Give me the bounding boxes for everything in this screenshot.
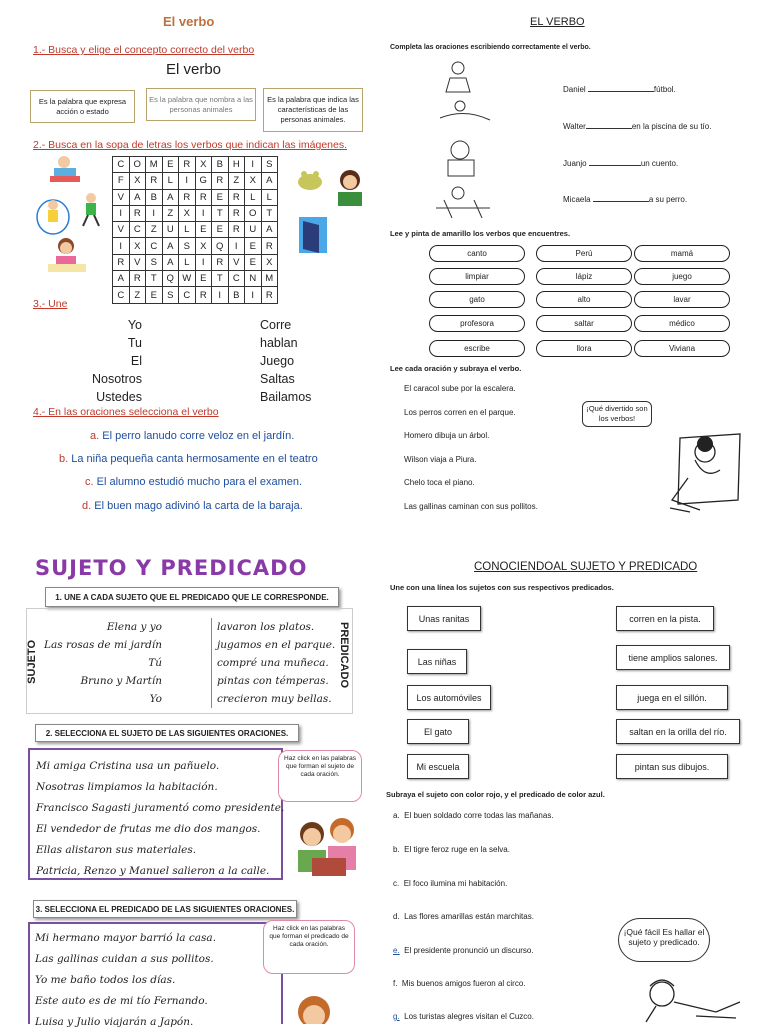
concept-box-3[interactable]: Es la palabra que indica las características de las personas animales. — [263, 88, 363, 132]
grid-cell[interactable]: X — [179, 205, 196, 221]
sentence[interactable]: Homero dibuja un árbol. — [404, 431, 490, 440]
item-text[interactable]: El perro lanudo corre veloz en el jardín. — [102, 430, 295, 442]
fill-line-2[interactable] — [563, 122, 711, 131]
grid-cell[interactable]: R — [113, 254, 130, 270]
hint-bubble-1: Haz click en las palabras que forman el sujeto de cada oración. — [278, 750, 362, 802]
grid-cell[interactable]: S — [146, 254, 163, 270]
item-text[interactable]: La niña pequeña canta hermosamente en el teatro — [71, 453, 318, 465]
hint-bubble-2: Haz click en las palabras que forman el predicado de cada oración. — [263, 920, 355, 974]
item-letter: a. — [393, 811, 400, 820]
sentence[interactable]: El caracol sube por la escalera. — [404, 384, 516, 393]
word-search-grid — [112, 156, 278, 304]
run-image — [78, 192, 104, 228]
grid-cell[interactable]: B — [212, 157, 229, 173]
rb-item-c[interactable] — [393, 879, 507, 888]
grid-cell[interactable]: X — [195, 238, 212, 254]
sentence[interactable]: Las gallinas caminan con sus pollitos. — [404, 501, 538, 511]
item-letter: d. — [393, 912, 400, 921]
item-text[interactable]: Mis buenos amigos fueron al circo. — [401, 979, 526, 988]
sujeto-box[interactable]: Las niñas — [407, 649, 467, 674]
sujeto-box[interactable]: Los automóviles — [407, 685, 491, 710]
grid-cell[interactable]: V — [113, 189, 130, 205]
kids-reading-book-image — [284, 810, 364, 884]
s4-item-a[interactable] — [90, 430, 294, 442]
grid-cell[interactable]: I — [113, 238, 130, 254]
fill-rest: a su perro. — [648, 195, 688, 204]
une-right-item[interactable]: Corre — [260, 318, 292, 332]
grid-cell[interactable]: R — [228, 222, 245, 238]
rb-item-b[interactable] — [393, 845, 510, 854]
sujeto-box[interactable]: Mi escuela — [407, 754, 469, 779]
concept-heading: El verbo — [166, 61, 222, 78]
grid-cell[interactable]: L — [162, 173, 179, 189]
grid-cell[interactable]: R — [195, 287, 212, 303]
grid-cell[interactable]: R — [129, 205, 146, 221]
grid-cell[interactable]: A — [129, 189, 146, 205]
grid-cell[interactable]: X — [129, 238, 146, 254]
grid-cell[interactable]: C — [179, 287, 196, 303]
sentence[interactable]: Luisa y Julio viajarán a Japón. — [35, 1016, 194, 1028]
match-divider — [211, 618, 212, 708]
right-instruction-1: Completa las oraciones escribiendo correctamente el verbo. — [390, 44, 591, 51]
rb-item-a[interactable] — [393, 811, 554, 820]
grid-cell[interactable]: I — [245, 287, 262, 303]
item-letter: f. — [393, 979, 398, 988]
sentence[interactable]: Patricia, Renzo y Manuel salieron a la calle. — [36, 865, 270, 877]
s1-title: 1.- Busca y elige el concepto correcto del verbo — [33, 44, 255, 56]
grid-cell[interactable]: R — [261, 238, 278, 254]
sujeto-item[interactable]: Tú — [148, 657, 162, 669]
rb-item-d[interactable] — [393, 912, 534, 921]
grid-cell[interactable]: X — [195, 157, 212, 173]
word-oval[interactable]: Viviana — [634, 340, 730, 357]
predicado-box[interactable]: saltan en la orilla del río. — [616, 719, 740, 744]
sentence[interactable]: Wilson viaja a Piura. — [404, 454, 477, 464]
grid-cell[interactable]: Z — [162, 205, 179, 221]
blank-line[interactable] — [588, 91, 654, 92]
item-letter: b. — [393, 845, 400, 854]
grid-cell[interactable]: A — [261, 222, 278, 238]
grid-cell[interactable]: X — [129, 173, 146, 189]
grid-cell[interactable]: A — [261, 173, 278, 189]
grid-cell[interactable]: R — [212, 173, 229, 189]
item-text[interactable]: El foco ilumina mi habitación. — [403, 879, 508, 888]
s4-item-c[interactable] — [85, 476, 302, 488]
word-oval[interactable]: escribe — [429, 340, 525, 357]
fill-line-1[interactable] — [563, 85, 676, 94]
blank-line[interactable] — [589, 165, 641, 166]
frog-image — [296, 168, 324, 192]
grid-cell[interactable]: Z — [129, 287, 146, 303]
predicado-box[interactable]: tiene amplios salones. — [616, 645, 730, 670]
fill-line-3[interactable] — [563, 159, 678, 168]
grid-cell[interactable]: L — [261, 189, 278, 205]
grid-cell[interactable]: T — [212, 271, 229, 287]
banner-1: 1. UNE A CADA SUJETO QUE EL PREDICADO QUE LE CORRESPONDE. — [45, 587, 339, 607]
rb-item-f[interactable] — [393, 979, 526, 988]
grid-cell[interactable]: A — [113, 271, 130, 287]
grid-cell[interactable]: I — [245, 157, 262, 173]
item-text[interactable]: El buen mago adivinó la carta de la baraja. — [94, 500, 303, 512]
item-letter: b. — [59, 453, 69, 465]
rb-instruction-2: Subraya el sujeto con color rojo, y el predicado de color azul. — [386, 790, 605, 799]
une-right-item[interactable]: Saltas — [260, 372, 295, 386]
item-letter: d. — [82, 500, 92, 512]
fill-rest: un cuento. — [640, 159, 679, 168]
grid-cell[interactable]: U — [245, 222, 262, 238]
grid-cell[interactable]: L — [179, 222, 196, 238]
grid-cell[interactable]: C — [228, 271, 245, 287]
fill-subject: Daniel — [563, 85, 586, 94]
kids-reading-image — [44, 154, 86, 184]
grid-cell[interactable]: G — [195, 173, 212, 189]
grid-cell[interactable]: E — [245, 238, 262, 254]
concept-box-1[interactable]: Es la palabra que expresa acción o estado — [30, 90, 135, 123]
sentence[interactable]: Mi hermano mayor barrió la casa. — [35, 932, 217, 944]
grid-cell[interactable]: R — [195, 189, 212, 205]
item-letter: c. — [393, 879, 400, 888]
sujeto-item[interactable]: Las rosas de mi jardín — [44, 639, 162, 651]
grid-cell[interactable]: R — [212, 254, 229, 270]
word-oval[interactable]: alto — [536, 291, 632, 308]
grid-cell[interactable]: A — [162, 238, 179, 254]
item-letter: c. — [85, 476, 94, 488]
grid-cell[interactable]: V — [113, 222, 130, 238]
grid-cell[interactable]: M — [146, 157, 163, 173]
grid-cell[interactable]: C — [113, 287, 130, 303]
item-letter: g. — [393, 1012, 400, 1021]
une-right-item[interactable]: hablan — [260, 336, 298, 350]
predicado-box[interactable]: pintan sus dibujos. — [616, 754, 728, 779]
grid-cell[interactable]: S — [179, 238, 196, 254]
sujeto-box[interactable]: Unas ranitas — [407, 606, 481, 631]
sentence[interactable]: Chelo toca el piano. — [404, 478, 475, 487]
predicado-item[interactable]: compré una muñeca. — [217, 657, 329, 669]
une-left-item[interactable]: Nosotros — [91, 372, 142, 386]
predicado-side-label: PREDICADO — [338, 622, 350, 689]
grid-cell[interactable]: B — [228, 287, 245, 303]
grid-cell[interactable]: Z — [146, 222, 163, 238]
grid-cell[interactable]: E — [195, 271, 212, 287]
s4-title: 4.- En las oraciones selecciona el verbo — [33, 406, 219, 418]
item-letter: a. — [90, 430, 100, 442]
grid-cell[interactable]: I — [113, 205, 130, 221]
sujeto-predicado-title: SUJETO Y PREDICADO — [35, 556, 308, 580]
item-text[interactable]: Las flores amarillas están marchitas. — [404, 912, 534, 921]
rb-item-e[interactable] — [393, 946, 534, 955]
word-oval[interactable]: médico — [634, 315, 730, 332]
item-text[interactable]: El alumno estudió mucho para el examen. — [96, 476, 303, 488]
sujeto-item[interactable]: Yo — [149, 693, 162, 705]
s2-sentences — [36, 756, 284, 882]
item-text[interactable]: El presidente pronunció un discurso. — [404, 946, 534, 955]
predicado-item[interactable]: pintas con témperas. — [217, 675, 329, 687]
grid-cell[interactable]: H — [228, 157, 245, 173]
grid-cell[interactable]: E — [212, 222, 229, 238]
grid-cell[interactable]: Z — [228, 173, 245, 189]
word-oval[interactable]: lavar — [634, 291, 730, 308]
word-oval[interactable]: saltar — [536, 315, 632, 332]
verbo-title: El verbo — [163, 14, 215, 29]
door-image — [297, 215, 329, 255]
word-oval[interactable]: lápiz — [536, 268, 632, 285]
grid-cell[interactable]: R — [228, 205, 245, 221]
une-left-column — [60, 316, 142, 406]
sentence[interactable]: Nosotras limpiamos la habitación. — [36, 781, 218, 793]
grid-cell[interactable]: R — [179, 157, 196, 173]
grid-cell[interactable]: E — [245, 254, 262, 270]
grid-cell[interactable]: X — [261, 254, 278, 270]
grid-cell[interactable]: W — [179, 271, 196, 287]
boy-sketch-image — [636, 972, 746, 1024]
grid-cell[interactable]: M — [261, 271, 278, 287]
s4-item-b[interactable] — [59, 453, 318, 465]
sentence[interactable]: Las gallinas cuidan a sus pollitos. — [35, 953, 214, 965]
girl-image — [288, 990, 340, 1024]
word-oval[interactable]: Perú — [536, 245, 632, 262]
grid-cell[interactable]: T — [261, 205, 278, 221]
grid-cell[interactable]: V — [228, 254, 245, 270]
fill-line-4[interactable] — [563, 195, 687, 204]
predicado-box[interactable]: juega en el sillón. — [616, 685, 728, 710]
grid-cell[interactable]: O — [129, 157, 146, 173]
grid-cell[interactable]: O — [245, 205, 262, 221]
item-text[interactable]: El tigre feroz ruge en la selva. — [404, 845, 510, 854]
sentence[interactable]: Este auto es de mi tío Fernando. — [35, 995, 208, 1007]
une-right-item[interactable]: Juego — [260, 354, 295, 368]
grid-cell[interactable]: R — [146, 173, 163, 189]
banner-3: 3. SELECCIONA EL PREDICADO DE LAS SIGUIENTES ORACIONES. — [33, 900, 297, 918]
grid-cell[interactable]: I — [179, 173, 196, 189]
grid-cell[interactable]: V — [129, 254, 146, 270]
grid-cell[interactable]: A — [162, 189, 179, 205]
grid-cell[interactable]: A — [162, 254, 179, 270]
s3-sentences — [35, 928, 216, 1033]
grid-cell[interactable]: R — [228, 189, 245, 205]
concept-box-2[interactable]: Es la palabra que nombra a las personas animales — [146, 88, 256, 121]
right-instruction-2: Lee y pinta de amarillo los verbos que encuentres. — [390, 229, 571, 238]
s3-title: 3.- Une — [33, 298, 68, 310]
grid-cell[interactable]: U — [162, 222, 179, 238]
une-left-item[interactable]: Tu — [127, 336, 142, 350]
sujeto-item[interactable]: Bruno y Martín — [80, 675, 162, 687]
blank-line[interactable] — [593, 201, 649, 202]
jump-rope-image — [34, 195, 72, 235]
speech-bubble-facil: ¡Qué fácil Es hallar el sujeto y predicado. — [618, 918, 710, 962]
grid-cell[interactable]: L — [245, 189, 262, 205]
word-oval[interactable]: canto — [429, 245, 525, 262]
grid-cell[interactable]: I — [212, 287, 229, 303]
speech-bubble-verbos: ¡Qué divertido son los verbos! — [582, 401, 652, 427]
grid-cell[interactable]: B — [146, 189, 163, 205]
item-letter: e. — [393, 946, 400, 955]
word-oval[interactable]: gato — [429, 291, 525, 308]
predicado-item[interactable]: lavaron los platos. — [217, 621, 315, 633]
grid-cell[interactable]: S — [261, 157, 278, 173]
grid-cell[interactable]: S — [162, 287, 179, 303]
sentence[interactable]: Yo me baño todos los días. — [35, 974, 176, 986]
grid-cell[interactable]: R — [261, 287, 278, 303]
grid-cell[interactable]: T — [146, 271, 163, 287]
fill-subject: Micaela — [563, 195, 591, 204]
rb-item-g[interactable] — [393, 1012, 534, 1021]
sentence[interactable]: El vendedor de frutas me dio dos mangos. — [36, 823, 261, 835]
grid-cell[interactable]: X — [245, 173, 262, 189]
s2-title: 2.- Busca en la sopa de letras los verbos que indican las imágenes. — [33, 139, 348, 151]
grid-cell[interactable]: N — [245, 271, 262, 287]
sentence[interactable]: Ellas alistaron sus materiales. — [36, 844, 197, 856]
grid-cell[interactable]: C — [146, 238, 163, 254]
verb-sentences — [404, 377, 538, 518]
boy-drawing-image — [660, 430, 744, 516]
fill-subject: Juanjo — [563, 159, 587, 168]
grid-cell[interactable]: E — [162, 157, 179, 173]
s4-item-d[interactable] — [82, 500, 303, 512]
item-text[interactable]: Los turistas alegres visitan el Cuzco. — [404, 1012, 534, 1021]
sujeto-box[interactable]: El gato — [407, 719, 469, 744]
grid-cell[interactable]: F — [113, 173, 130, 189]
banner-2: 2. SELECCIONA EL SUJETO DE LAS SIGUIENTES ORACIONES. — [35, 724, 299, 742]
sentence[interactable]: Mi amiga Cristina usa un pañuelo. — [36, 760, 220, 772]
une-left-item[interactable]: Ustedes — [96, 390, 142, 404]
une-left-item[interactable]: Yo — [127, 318, 142, 332]
item-text[interactable]: El buen soldado corre todas las mañanas. — [404, 811, 554, 820]
une-left-item[interactable]: El — [130, 354, 142, 368]
predicado-box[interactable]: corren en la pista. — [616, 606, 714, 631]
predicado-item[interactable]: jugamos en el parque. — [217, 639, 336, 651]
une-right-item[interactable]: Bailamos — [260, 390, 312, 404]
rb-instruction-1: Une con una línea los sujetos con sus respectivos predicados. — [390, 583, 614, 592]
word-oval[interactable]: profesora — [429, 315, 525, 332]
sujetos-column — [40, 618, 162, 708]
grid-cell[interactable]: Q — [212, 238, 229, 254]
right-instruction-3: Lee cada oración y subraya el verbo. — [390, 364, 522, 373]
girl-writing-image — [44, 236, 90, 276]
sujeto-item[interactable]: Elena y yo — [106, 621, 162, 633]
grid-cell[interactable]: Q — [162, 271, 179, 287]
grid-cell[interactable]: E — [212, 189, 229, 205]
grid-cell[interactable]: L — [179, 254, 196, 270]
grid-cell[interactable]: I — [195, 254, 212, 270]
grid-cell[interactable]: I — [146, 205, 163, 221]
fill-rest: fútbol. — [653, 85, 676, 94]
grid-cell[interactable]: I — [195, 205, 212, 221]
grid-cell[interactable]: R — [179, 189, 196, 205]
predicado-item[interactable]: crecieron muy bellas. — [217, 693, 332, 705]
conociendo-title: CONOCIENDOAL SUJETO Y PREDICADO — [474, 561, 698, 573]
sentence[interactable]: Francisco Sagasti juramentó como presidente. — [36, 802, 285, 814]
word-oval[interactable]: limpiar — [429, 268, 525, 285]
fill-rest: en la piscina de su tío. — [631, 122, 712, 131]
word-oval[interactable]: juego — [634, 268, 730, 285]
right-verbo-title: EL VERBO — [530, 16, 585, 28]
predicados-column — [217, 618, 335, 708]
sketch-images — [430, 58, 500, 223]
sujeto-side-label: SUJETO — [26, 640, 38, 684]
une-right-column — [260, 316, 311, 406]
word-oval[interactable]: llora — [536, 340, 632, 357]
grid-cell[interactable]: R — [129, 271, 146, 287]
grid-cell[interactable]: E — [195, 222, 212, 238]
grid-cell[interactable]: C — [113, 157, 130, 173]
grid-cell[interactable]: C — [129, 222, 146, 238]
word-oval[interactable]: mamá — [634, 245, 730, 262]
grid-cell[interactable]: T — [212, 205, 229, 221]
fill-subject: Walter — [563, 122, 586, 131]
grid-cell[interactable]: E — [146, 287, 163, 303]
grid-cell[interactable]: I — [228, 238, 245, 254]
sentence[interactable]: Los perros corren en el parque. — [404, 407, 516, 417]
blank-line[interactable] — [586, 128, 632, 129]
girl-reading-image — [330, 168, 370, 212]
